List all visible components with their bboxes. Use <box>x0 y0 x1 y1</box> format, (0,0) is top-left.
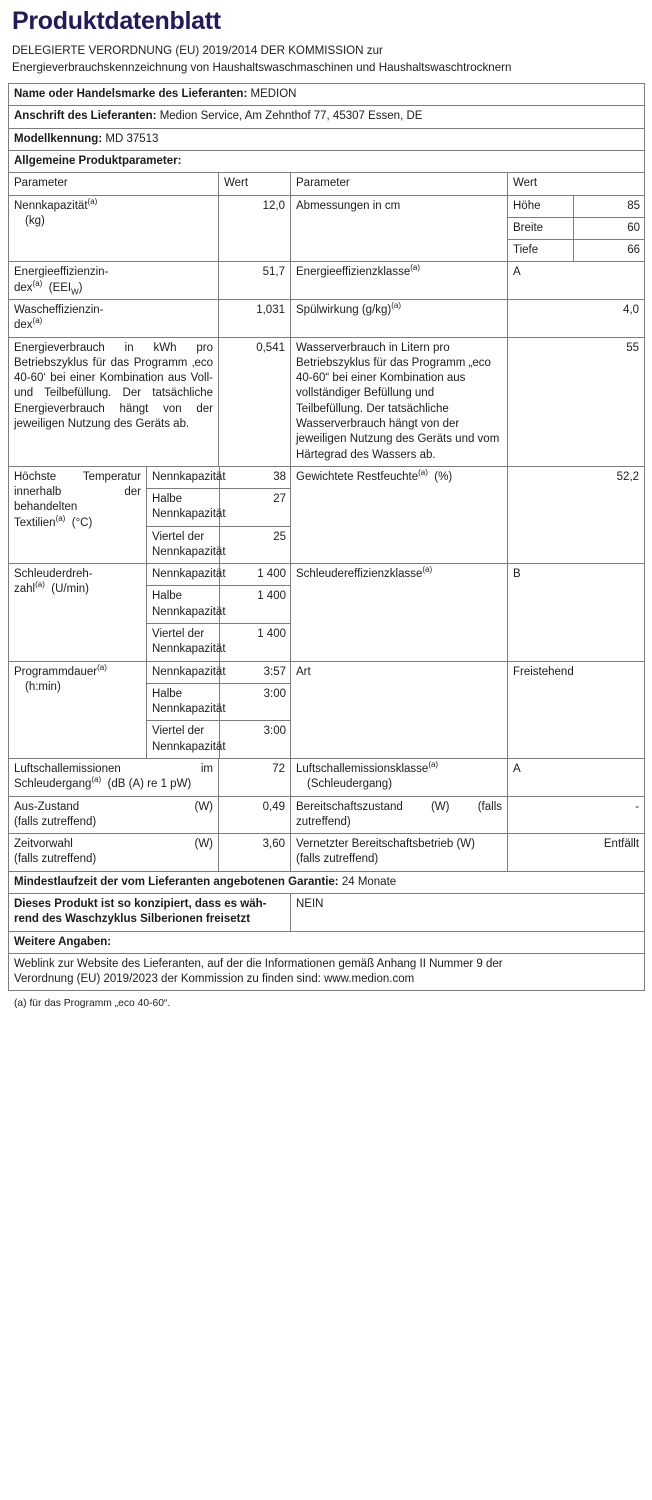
temperature-subrow-value-half: 27 <box>219 489 291 527</box>
duration-subrow-full <box>147 662 291 684</box>
dimension-name-width: Breite <box>508 217 573 239</box>
duration-subrow-label-full: Nennkapazität <box>147 662 219 684</box>
supplier-name-label: Name oder Handelsmarke des Lieferanten: <box>14 88 248 101</box>
weblink-line1: Weblink zur Website des Lieferanten, auf der die Informationen gemäß Anhang II Nummer 9 der <box>14 957 503 970</box>
energy-consumption-label: Energieverbrauch in kWh pro Betriebszyklus für das Programm ‚eco 40-60‘ bei einer Kombination aus Voll- und Teilbefüllung. Der tatsächliche Energieverbrauch hängt von der jeweiligen Nutzung des Geräts ab. <box>9 337 219 466</box>
dimension-value-height: 85 <box>573 196 645 218</box>
header-value-left: Wert <box>219 173 291 195</box>
duration-subrow-half <box>147 683 291 721</box>
rinsing-label-cell <box>291 299 508 337</box>
eei-subscript: W <box>71 286 79 296</box>
spin-speed-label-line1: Schleuderdreh- <box>14 568 93 581</box>
table-row-weblink <box>9 953 645 991</box>
dimension-value-width: 60 <box>573 217 645 239</box>
temperature-subtable <box>147 467 291 563</box>
standby-label: Bereitschaftszustand (W) (falls zutreffend) <box>291 796 508 834</box>
noise-unit: (dB (A) re 1 pW) <box>107 778 192 791</box>
model-value: MD 37513 <box>105 132 159 145</box>
water-consumption-value: 55 <box>508 337 645 466</box>
noise-class-label-cell <box>291 759 508 797</box>
eei-label-line2: dex <box>14 281 33 294</box>
type-value: Freistehend <box>508 661 645 758</box>
spin-speed-subrow-quarter <box>147 624 291 661</box>
temperature-subrow-full <box>147 467 291 489</box>
energy-class-label: Energieeffizienzklasse <box>296 266 411 279</box>
spin-class-label-cell <box>291 564 508 661</box>
spin-speed-label-cell <box>9 564 147 661</box>
table-row-spin-speed <box>9 564 645 661</box>
table-row-delay-start <box>9 834 645 872</box>
eei-label-line1: Energieeffizienzin- <box>14 266 109 279</box>
spin-speed-subrow-full <box>147 564 291 586</box>
spin-speed-unit: (U/min) <box>51 583 89 596</box>
footnote-marker-a: (a) <box>422 565 433 575</box>
temperature-subrow-label-half: Halbe Nennkapazität <box>147 489 219 527</box>
temperature-subtable-cell <box>147 466 291 563</box>
dimension-row-height <box>508 196 645 218</box>
spin-speed-label-line2: zahl <box>14 583 36 596</box>
spin-speed-subtable <box>147 564 291 660</box>
weblink-cell <box>9 953 645 991</box>
wash-index-label-line1: Wascheffizienzin- <box>14 303 104 316</box>
table-row-energy-consumption <box>9 337 645 466</box>
duration-unit: (h:min) <box>25 680 61 693</box>
duration-subrow-label-half: Halbe Nennkapazität <box>147 683 219 721</box>
silver-ions-label-cell <box>9 893 291 931</box>
footnote-marker-a: (a) <box>87 196 98 206</box>
energy-class-value: A <box>508 262 645 300</box>
spin-speed-subrow-half <box>147 586 291 624</box>
header-parameter-left: Parameter <box>9 173 219 195</box>
networked-standby-label: Vernetzter Bereitschaftsbetrieb (W) (falls zutreffend) <box>291 834 508 872</box>
capacity-value: 12,0 <box>219 195 291 262</box>
delay-start-unit: (W) <box>194 838 213 851</box>
eei-value: 51,7 <box>219 262 291 300</box>
silver-ions-label-line1: Dieses Produkt ist so konzipiert, dass es wäh- <box>14 897 267 910</box>
table-row-warranty <box>9 871 645 893</box>
weblink-url[interactable]: www.medion.com <box>324 973 415 986</box>
footnote-marker-a: (a) <box>428 760 439 770</box>
noise-label: Luftschallemissionen im Schleudergang <box>14 763 213 791</box>
water-consumption-label: Wasserverbrauch in Litern pro Betriebszyklus für das Programm „eco 40-60“ bei einer Kombination aus vollständiger Befüllung und Teilbefüllung. Der tatsächliche Wasserverbrauch hängt von der jeweiligen Nutzung des Geräts und vom Härtegrad des Wassers ab. <box>291 337 508 466</box>
regulation-intro-line-2: Energieverbrauchskennzeichnung von Haushaltswaschmaschinen und Haushaltswaschtrocknern <box>12 60 512 74</box>
delay-start-label-cell <box>9 834 219 872</box>
noise-class-label: Luftschallemissionsklasse <box>296 763 429 775</box>
footnote-marker-a: (a) <box>91 775 102 785</box>
off-mode-label-line2: (falls zutreffend) <box>14 815 97 828</box>
off-mode-value: 0,49 <box>219 796 291 834</box>
supplier-address-cell <box>9 106 645 128</box>
wash-index-value: 1,031 <box>219 299 291 337</box>
noise-class-value: A <box>508 759 645 797</box>
dimension-value-depth: 66 <box>627 244 640 257</box>
capacity-unit: (kg) <box>25 214 45 227</box>
dimension-row-width <box>508 217 645 239</box>
table-row-wash-index <box>9 299 645 337</box>
table-row-supplier-name <box>9 84 645 106</box>
table-header-row <box>9 173 645 195</box>
dimensions-label: Abmessungen in cm <box>291 195 508 262</box>
footnote-a-text: (a) für das Programm „eco 40-60“. <box>14 998 171 1010</box>
spin-speed-subrow-value-quarter: 1 400 <box>257 628 286 641</box>
footnote-marker-a: (a) <box>32 316 43 326</box>
capacity-label: Nennkapazität <box>14 199 88 212</box>
standby-value: - <box>508 796 645 834</box>
temperature-subrow-half <box>147 489 291 527</box>
off-mode-label-cell <box>9 796 219 834</box>
temperature-subrow-quarter <box>147 526 291 563</box>
temperature-subrow-value-full: 38 <box>219 467 291 489</box>
spin-speed-subrow-label-half: Halbe Nennkapazität <box>147 586 219 624</box>
table-row-model <box>9 128 645 150</box>
header-value-right: Wert <box>508 173 645 195</box>
table-row-general-params-header <box>9 151 645 173</box>
duration-subrow-value-full: 3:57 <box>219 662 291 684</box>
residual-moisture-label-cell <box>291 466 508 563</box>
page-title: Produktdatenblatt <box>12 7 221 35</box>
duration-subrow-quarter <box>147 721 291 758</box>
footnote-marker-a: (a) <box>97 662 107 672</box>
footnote-marker-a: (a) <box>32 278 43 288</box>
type-label: Art <box>291 661 508 758</box>
rinsing-label: Spülwirkung (g/kg) <box>296 303 392 316</box>
energy-consumption-value: 0,541 <box>219 337 291 466</box>
residual-moisture-unit: (%) <box>434 470 453 483</box>
table-row-eei <box>9 262 645 300</box>
temperature-subrow-value-quarter: 25 <box>273 530 286 543</box>
footnote-marker-a: (a) <box>391 301 402 311</box>
regulation-intro-line-1: DELEGIERTE VERORDNUNG (EU) 2019/2014 DER KOMMISSION zur <box>12 44 383 58</box>
supplier-name-cell <box>9 84 645 106</box>
silver-ions-value: NEIN <box>291 893 645 931</box>
table-row-supplier-address <box>9 106 645 128</box>
networked-standby-value: Entfällt <box>508 834 645 872</box>
dimension-name-height: Höhe <box>508 196 573 218</box>
model-cell <box>9 128 645 150</box>
off-mode-unit: (W) <box>194 800 213 813</box>
capacity-label-cell <box>9 195 219 262</box>
delay-start-label-line2: (falls zutreffend) <box>14 853 97 866</box>
wash-index-label-cell <box>9 299 219 337</box>
duration-label-cell <box>9 661 147 758</box>
dimension-row-depth <box>508 240 645 262</box>
warranty-label: Mindestlaufzeit der vom Lieferanten angebotenen Garantie: <box>14 875 339 888</box>
duration-subtable-cell <box>147 661 291 758</box>
spin-speed-subrow-value-full: 1 400 <box>219 564 291 586</box>
duration-subrow-label-quarter: Viertel der Nennkapazität <box>147 721 219 758</box>
warranty-value: 24 Monate <box>341 875 397 888</box>
footnote-marker-a: (a) <box>418 467 428 477</box>
further-info-label: Weitere Angaben: <box>9 931 645 953</box>
wash-index-label-line2: dex <box>14 319 33 332</box>
eei-abbrev: EEI <box>52 281 72 294</box>
dimension-name-depth: Tiefe <box>508 240 573 262</box>
table-row-capacity <box>9 195 645 262</box>
supplier-address-value: Medion Service, Am Zehnthof 77, 45307 Essen, DE <box>159 110 423 123</box>
temperature-label-cell <box>9 466 147 563</box>
model-label: Modellkennung: <box>14 132 103 145</box>
footnote-marker-a: (a) <box>35 580 45 590</box>
energy-class-label-cell <box>291 262 508 300</box>
residual-moisture-label: Gewichtete Restfeuchte <box>296 470 419 483</box>
dimensions-subtable <box>508 196 645 262</box>
duration-label: Programmdauer <box>14 665 98 678</box>
footnote-marker-a: (a) <box>55 513 66 523</box>
temperature-unit: (°C) <box>71 516 93 529</box>
temperature-label: Höchste Temperatur innerhalb der behandelten Textilien <box>14 470 141 529</box>
table-row-further-info-header <box>9 931 645 953</box>
spin-speed-subrow-label-quarter: Viertel der Nennkapazität <box>147 624 219 661</box>
general-params-label: Allgemeine Produktparameter: <box>9 151 645 173</box>
noise-value: 72 <box>219 759 291 797</box>
table-row-silver-ions <box>9 893 645 931</box>
delay-start-label: Zeitvorwahl <box>14 838 73 851</box>
duration-subrow-value-quarter: 3:00 <box>263 725 286 738</box>
noise-class-label-line2: (Schleudergang) <box>307 778 393 791</box>
weblink-line2: Verordnung (EU) 2019/2023 der Kommission zu finden sind: <box>14 973 321 986</box>
supplier-name-value: MEDION <box>250 88 297 101</box>
temperature-subrow-label-quarter: Viertel der Nennkapazität <box>147 526 219 563</box>
warranty-cell <box>9 871 645 893</box>
silver-ions-label-line2: rend des Waschzyklus Silberionen freisetzt <box>14 913 251 926</box>
header-parameter-right: Parameter <box>291 173 508 195</box>
table-row-off-mode <box>9 796 645 834</box>
duration-subtable <box>147 662 291 758</box>
dimensions-subtable-cell <box>508 195 645 262</box>
off-mode-label: Aus-Zustand <box>14 800 80 813</box>
spin-speed-subtable-cell <box>147 564 291 661</box>
supplier-address-label: Anschrift des Lieferanten: <box>14 110 157 123</box>
eei-label-cell: Energieeffizienzin- dex$^{(a)}$ $(EEI_W)$ <box>9 262 219 300</box>
table-row-temperature <box>9 466 645 563</box>
footnote-marker-a: (a) <box>410 263 420 273</box>
spin-class-label: Schleudereffizienzklasse <box>296 568 423 581</box>
rinsing-value: 4,0 <box>508 299 645 337</box>
residual-moisture-value: 52,2 <box>508 466 645 563</box>
product-datasheet-table <box>8 83 645 991</box>
regulation-intro <box>12 43 644 76</box>
delay-start-value: 3,60 <box>219 834 291 872</box>
spin-speed-subrow-value-half: 1 400 <box>219 586 291 624</box>
table-row-noise <box>9 759 645 797</box>
table-row-duration <box>9 661 645 758</box>
duration-subrow-value-half: 3:00 <box>219 683 291 721</box>
noise-label-cell <box>9 759 219 797</box>
spin-class-value: B <box>508 564 645 661</box>
temperature-subrow-label-full: Nennkapazität <box>147 467 219 489</box>
spin-speed-subrow-label-full: Nennkapazität <box>147 564 219 586</box>
